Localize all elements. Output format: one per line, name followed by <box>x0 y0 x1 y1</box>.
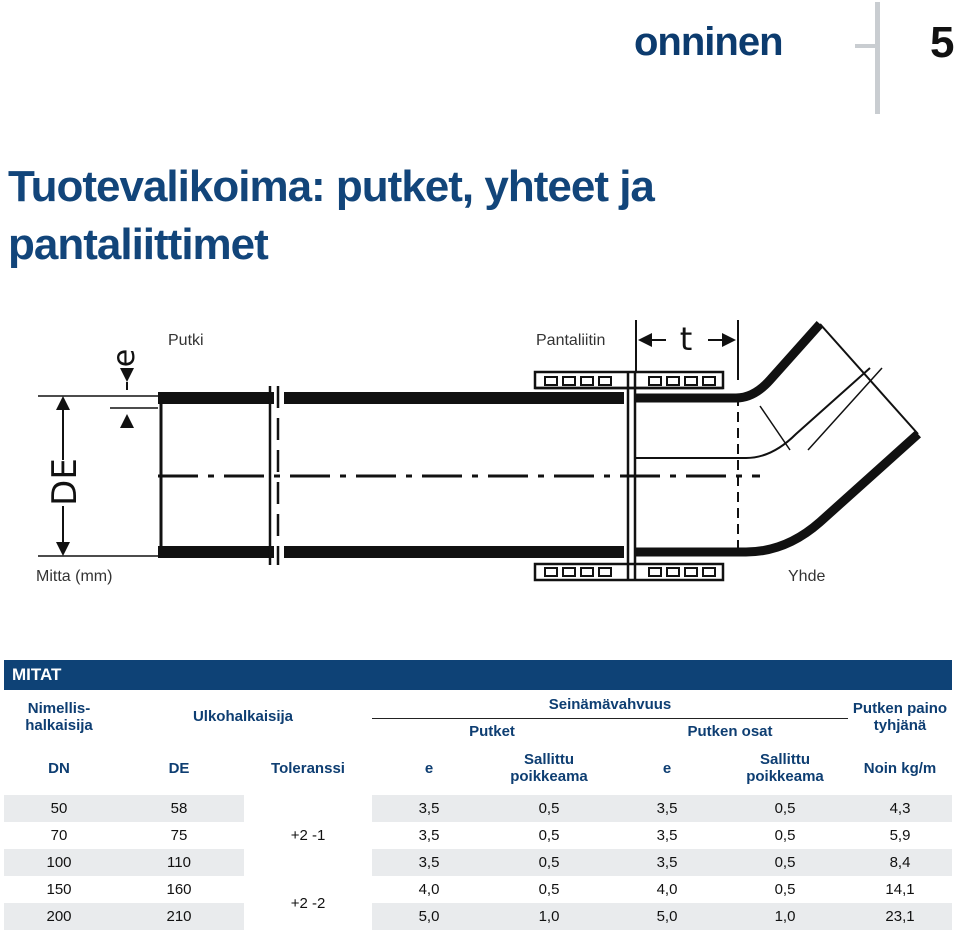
header-e-putket: e <box>372 743 486 794</box>
header-putket: Putket <box>469 722 515 740</box>
e-dimension <box>107 349 158 428</box>
header-dn: DN <box>4 743 114 794</box>
label-pantaliitin: Pantaliitin <box>536 332 606 349</box>
logo-divider-bar <box>875 2 880 114</box>
tolerance-cell: +2 -1 <box>244 794 372 876</box>
table-row: 200 210 5,0 1,0 5,0 1,0 23,1 <box>4 903 952 930</box>
label-mitta: Mitta (mm) <box>36 568 113 585</box>
onninen-logo: onninen <box>634 20 783 64</box>
header-sallittu-osat: Sallittu poikkeama <box>722 743 848 794</box>
de-label: DE <box>45 458 85 506</box>
table-row: 70 75 3,5 0,5 3,5 0,5 5,9 <box>50 827 911 844</box>
pipe-coupling-diagram <box>30 310 940 590</box>
table-row: 100 110 3,5 0,5 3,5 0,5 8,4 <box>4 849 952 876</box>
logo-divider-dash <box>855 44 877 48</box>
tolerance-cell: +2 -2 <box>244 876 372 930</box>
table-row: 150 160 +2 -2 4,0 0,5 4,0 0,5 14,1 <box>4 876 952 903</box>
header-seinamavahvuus: Seinämävahvuus <box>372 690 848 719</box>
header-paino: Putken paino tyhjänä <box>852 699 948 734</box>
header-putken-osat: Putken osat <box>687 722 773 740</box>
header-de: DE <box>114 743 244 794</box>
e-label: e <box>107 348 142 368</box>
header-sallittu-putket: Sallittu poikkeama <box>486 743 612 794</box>
dimensions-table <box>4 660 952 930</box>
pipe <box>158 386 760 565</box>
header-nimellis: Nimellis- halkaisija <box>25 699 93 734</box>
table-heading: MITAT <box>4 660 952 690</box>
label-yhde: Yhde <box>788 568 826 585</box>
label-putki: Putki <box>168 332 204 349</box>
page-title: Tuotevalikoima: putket, yhteet ja pantaliittimet <box>8 162 654 269</box>
elbow-fitting <box>636 324 918 554</box>
header-toleranssi: Toleranssi <box>244 743 372 794</box>
header-kg: Noin kg/m <box>848 743 952 794</box>
t-label: t <box>679 320 693 358</box>
header-e-osat: e <box>612 743 722 794</box>
header-ulkohalkaisija: Ulkohalkaisija <box>192 708 294 725</box>
table-row: 50 58 +2 -1 3,5 0,5 3,5 0,5 4,3 <box>4 794 952 822</box>
de-dimension <box>38 396 158 556</box>
page-number: 5 <box>930 18 955 67</box>
